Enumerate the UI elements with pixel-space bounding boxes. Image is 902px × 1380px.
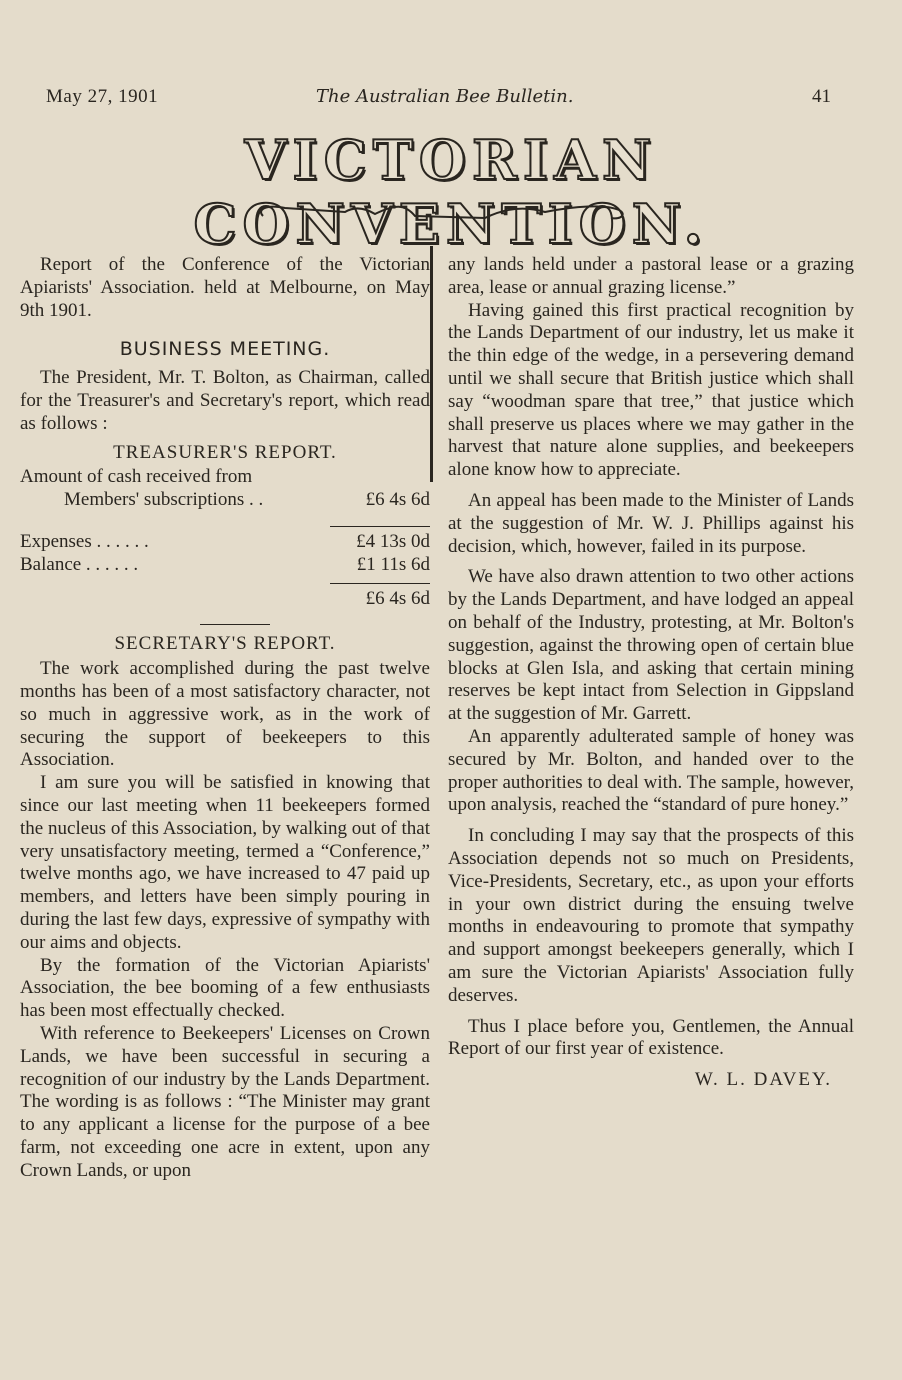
right-column bbox=[448, 254, 854, 1092]
right-paragraph: Thus I place before you, Gentlemen, the Annual Report of our first year of existence. bbox=[448, 1015, 854, 1060]
account-balance-row bbox=[20, 554, 430, 577]
subscriptions-amount: £6 4s 6d bbox=[365, 489, 430, 511]
secretary-paragraph: With reference to Beekeepers' Licenses on Crown Lands, we have been successful in securing a recognition of our industry by the Lands Department. The wording is as follows : “The Minister may grant to any applicant a license for the purpose of a bee farm, not exceeding one acre in extent, upon any Crown Lands, or upon bbox=[20, 1022, 430, 1181]
page-number: 41 bbox=[812, 86, 831, 107]
secretary-paragraph: By the formation of the Victorian Apiarists' Association, the bee booming of a few enthusiasts has been most effectually checked. bbox=[20, 954, 430, 1022]
secretary-paragraph: The work accomplished during the past twelve months has been of a most satisfactory character, not so much in aggressive work, as in the work of securing the support of beekeepers to this Association. bbox=[20, 658, 430, 771]
journal-title: The Australian Bee Bulletin. bbox=[316, 86, 574, 107]
right-paragraph: Having gained this first practical recognition by the Lands Department of our industry, let us make it the thin edge of the wedge, in a persevering demand until we shall secure that British justice which shall say “woodman spare that tree,” that justice which shall preserve us places where we may gather in the harvest that nature alone supplies, and beekeepers alone know how to appreciate. bbox=[448, 299, 854, 481]
balance-amount: £1 11s 6d bbox=[356, 553, 430, 575]
right-paragraph: In concluding I may say that the prospects of this Association depends not so much on Presidents, Vice-Presidents, Secretary, etc., as upon your efforts in your own district during the ensuing twelve months in endeavouring to promote that sympathy and support amongst beekeepers generally, which I am sure the Victorian Apiarists' Association fully deserves. bbox=[448, 825, 854, 1006]
right-paragraph: An appeal has been made to the Minister of Lands at the suggestion of Mr. W. J. Phillips against his decision, which, however, failed in its purpose. bbox=[448, 489, 854, 557]
account-subscriptions-row bbox=[20, 489, 430, 512]
running-header bbox=[0, 86, 902, 112]
account-expenses-row bbox=[20, 531, 430, 554]
right-paragraph: We have also drawn attention to two other actions by the Lands Department, and have lodged an appeal on behalf of the Industry, protesting, at Mr. Bolton's suggestion, against the throwing open of certain blue blocks at Glen Isla, and asking that certain mining reserves be kept intact from Selection in Gippsland at the suggestion of Mr. Garrett. bbox=[448, 566, 854, 725]
right-paragraph: any lands held under a pastoral lease or a grazing area, lease or annual grazing license.” bbox=[448, 254, 854, 298]
expenses-amount: £4 13s 0d bbox=[356, 530, 430, 552]
article-title: VICTORIAN CONVENTION. bbox=[193, 128, 709, 256]
title-flourish-ornament bbox=[255, 200, 627, 224]
business-meeting-text: The President, Mr. T. Bolton, as Chairman, called for the Treasurer's and Secretary's report, which read as follows : bbox=[20, 367, 430, 434]
left-column bbox=[20, 254, 430, 1182]
account-line-label: Amount of cash received from bbox=[20, 466, 253, 488]
section-divider bbox=[200, 624, 270, 625]
secretary-paragraph: I am sure you will be satisfied in knowing that since our last meeting when 11 beekeepers formed the nucleus of this Association, by walking out of that very unsatisfactory meeting, termed a “Conference,” twelve months ago, we have increased to 47 paid up members, and letters have been simply pouring in during the last few days, expressive of sympathy with our aims and objects. bbox=[20, 772, 430, 953]
right-paragraph: An apparently adulterated sample of honey was secured by Mr. Bolton, and handed over to the proper authorities to deal with. The sample, however, upon analysis, reached the “standard of pure honey.” bbox=[448, 725, 854, 816]
account-total-row bbox=[20, 588, 430, 611]
secretary-report-heading: SECRETARY'S REPORT. bbox=[114, 633, 336, 655]
account-rule bbox=[330, 526, 430, 527]
total-amount: £6 4s 6d bbox=[365, 587, 430, 609]
balance-label: Balance . . . . . . bbox=[20, 553, 139, 575]
signature: W. L. DAVEY. bbox=[694, 1069, 832, 1091]
report-intro: Report of the Conference of the Victorian Apiarists' Association. held at Melbourne, on May 9th 1901. bbox=[20, 254, 430, 321]
expenses-label: Expenses . . . . . . bbox=[20, 530, 149, 552]
treasurer-report-heading: TREASURER'S REPORT. bbox=[113, 441, 337, 463]
business-meeting-heading: BUSINESS MEETING. bbox=[119, 338, 331, 361]
subscriptions-label: Members' subscriptions . . bbox=[64, 489, 264, 511]
issue-date: May 27, 1901 bbox=[46, 86, 159, 107]
total-rule bbox=[330, 583, 430, 584]
